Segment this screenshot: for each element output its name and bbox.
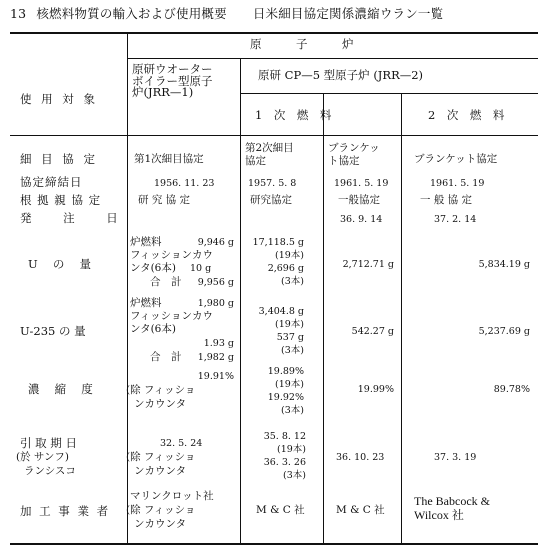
row-label: 細 目 協 定 bbox=[20, 152, 98, 166]
header-fuel2: 2 次 燃 料 bbox=[428, 108, 505, 122]
header-reactor: 原 子 炉 bbox=[250, 37, 354, 51]
header-usage-target: 使 用 対 象 bbox=[20, 92, 98, 106]
divider bbox=[401, 93, 402, 543]
divider bbox=[323, 93, 324, 543]
row-label: 濃 縮 度 bbox=[28, 382, 93, 396]
row-label: 根 拠 親 協 定 bbox=[20, 193, 102, 207]
row-label: U-235 の 量 bbox=[20, 324, 86, 338]
row-label: 引 取 期 日 bbox=[20, 436, 77, 450]
row-label: 発 注 日 bbox=[20, 211, 132, 225]
header-fuel1: 1 次 燃 料 bbox=[255, 108, 332, 122]
table-number: 13 bbox=[10, 6, 27, 21]
data-table: 使 用 対 象 原 子 炉 原研ウオーター ボイラー型原子 炉(JRR—1) 原研 CP—5 型原子炉 (JRR—2) 1 次 燃 料 2 次 燃 料 細 目 協 定 第1次細目協定 第2次細目 協定 ブランケッ ト協定 ブランケット協定 協定締結日 1956. 11. 23 1957. 5. 8 1961. 5. 19 1961. 5. 19 根 拠 親 協 定 研 究 協 定 研究協定 一般協定 一 般 協 定 発 注 日 36. 9. 14 37. 2. 14 U の 量 炉燃料 9,946 g フィッションカウ ンタ(6本) 10 g 合 計 9,956 g 17,118.5 g (19本) 2,696 g (3本) 2,712.71 g 5,834.19 g U-235 の 量 炉燃料 1,980 g フィッションカウ ンタ(6本) 1.93 g 合 計 1,982 g 3,404.8 g (19本) 537 g (3本) 542.27 g 5,237.69 g 濃 縮 度 19.91% (除 フィッショ ンカウンタ 19.89% (19本) 19.92% (3本) 19.99% 89.78% 引 取 期 日 (於 サンフ) ランシスコ 32. 5. 24 (除 フィッショ ンカウンタ 35. 8. 12 (19本) 36. 3. 26 (3本) 36. 10. 23 37. 3. 19 加 工 事 業 者 マリンクロット社 (除 フィッショ ンカウンタ M & C 社 M & C 社 The Babcock & Wilcox 社 bbox=[10, 32, 538, 545]
table-subtitle: 日米細目協定関係濃縮ウラン一覧 bbox=[252, 6, 444, 21]
row-label: 加 工 事 業 者 bbox=[20, 504, 111, 518]
divider bbox=[240, 58, 241, 543]
row-label: U の 量 bbox=[28, 257, 92, 271]
table-caption bbox=[10, 4, 443, 22]
divider bbox=[127, 34, 128, 543]
table-title: 核燃料物質の輸入および使用概要 bbox=[36, 6, 227, 21]
row-label: 協定締結日 bbox=[20, 175, 83, 189]
header-cp5: 原研 CP—5 型原子炉 (JRR—2) bbox=[258, 68, 424, 82]
divider bbox=[127, 58, 538, 59]
header-jrr1: 原研ウオーター ボイラー型原子 炉(JRR—1) bbox=[132, 62, 213, 99]
divider bbox=[240, 93, 538, 94]
divider bbox=[10, 135, 538, 136]
